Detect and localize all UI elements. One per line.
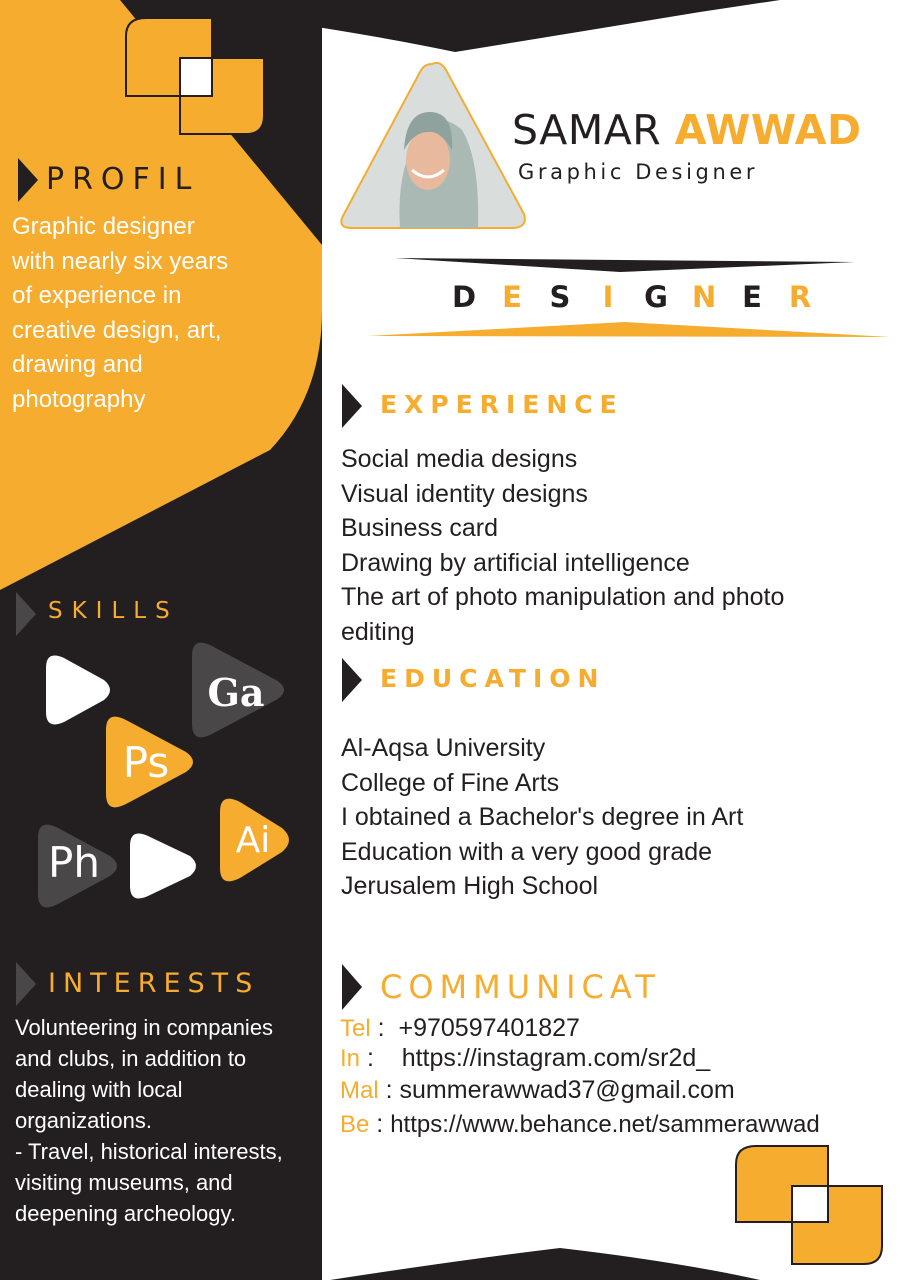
contact-label: Be (340, 1111, 370, 1138)
designer-letter: N (692, 280, 717, 314)
interests-line: - Travel, historical interests, (15, 1139, 283, 1164)
bottom-banner (330, 1248, 760, 1280)
first-name: SAMAR (512, 106, 662, 154)
interests-line: organizations. (15, 1108, 152, 1133)
experience-marker-icon (342, 384, 362, 428)
profil-text (12, 210, 312, 417)
profil-line: of experience in (12, 282, 182, 309)
designer-top-bar (395, 258, 855, 272)
experience-item: The art of photo manipulation and photo (341, 583, 785, 611)
experience-item: Visual identity designs (341, 479, 588, 508)
profil-line: drawing and (12, 351, 143, 378)
interests-line: Volunteering in companies (15, 1015, 274, 1040)
skills-title: SKILLS (48, 598, 179, 624)
education-list (341, 731, 743, 904)
contact-row-instagram (340, 1044, 710, 1073)
communicat-marker-icon (342, 964, 362, 1010)
corner-logo-bottom (736, 1146, 882, 1264)
education-item: Education with a very good grade (341, 837, 713, 866)
contact-row-behance (340, 1110, 820, 1139)
designer-letter: D (452, 280, 477, 314)
interests-text (15, 1012, 315, 1229)
contact-row-tel (340, 1014, 580, 1043)
experience-list (341, 442, 784, 649)
designer-letter: E (502, 280, 522, 314)
profil-line: with nearly six years (12, 247, 229, 275)
contact-value[interactable]: +970597401827 (398, 1014, 580, 1042)
contact-value[interactable]: https://www.behance.net/sammerawwad (390, 1111, 820, 1138)
education-title: EDUCATION (380, 664, 606, 693)
person-name (512, 106, 862, 154)
last-name: AWWAD (674, 106, 862, 154)
contact-value[interactable]: summerawwad37@gmail.com (399, 1076, 735, 1104)
education-item: Jerusalem High School (341, 872, 599, 900)
experience-item: Social media designs (341, 445, 578, 473)
job-title: Graphic Designer (518, 160, 759, 184)
photo-app-label: Ph (48, 838, 100, 887)
contact-label: Mal (340, 1077, 379, 1104)
contact-label: Tel (340, 1015, 371, 1042)
interests-line: deepening archeology. (15, 1201, 236, 1226)
interests-line: and clubs, in addition to (15, 1046, 247, 1071)
profil-title: PROFIL (46, 162, 200, 197)
photoshop-label: Ps (122, 738, 170, 787)
experience-title: EXPERIENCE (380, 390, 624, 419)
profil-line: creative design, art, (12, 316, 222, 344)
interests-title: INTERESTS (48, 968, 260, 999)
communicat-title: COMMUNICAT (380, 968, 661, 1006)
experience-item: editing (341, 617, 415, 646)
designer-bottom-bar (368, 322, 890, 337)
designer-letter: S (549, 280, 571, 314)
contact-separator: : (360, 1044, 402, 1072)
experience-item: Drawing by artificial intelligence (341, 548, 690, 577)
illustrator-label: Ai (235, 820, 271, 861)
education-item: I obtained a Bachelor's degree in Art (341, 803, 744, 831)
contact-separator: : (370, 1014, 399, 1042)
contact-separator: : (378, 1076, 400, 1104)
designer-letter: E (742, 280, 762, 314)
profil-line: Graphic designer (12, 213, 195, 240)
designer-word (452, 278, 812, 318)
column-edge (322, 0, 326, 1280)
profil-line: photography (12, 385, 146, 413)
interests-line: dealing with local (15, 1077, 183, 1102)
designer-letter: R (788, 280, 812, 314)
education-item: College of Fine Arts (341, 768, 560, 797)
profile-photo (341, 63, 524, 228)
education-marker-icon (342, 658, 362, 702)
contact-row-mail (340, 1076, 735, 1105)
designer-letter: G (644, 280, 668, 314)
education-item: Al-Aqsa University (341, 734, 546, 762)
designer-letter: I (602, 280, 614, 314)
contact-separator: : (369, 1110, 391, 1138)
interests-line: visiting museums, and (15, 1170, 233, 1195)
gallery-app-label: Ga (207, 670, 265, 715)
contact-label: In (340, 1045, 361, 1072)
contact-value[interactable]: https://instagram.com/sr2d_ (401, 1044, 711, 1072)
experience-item: Business card (341, 514, 499, 542)
